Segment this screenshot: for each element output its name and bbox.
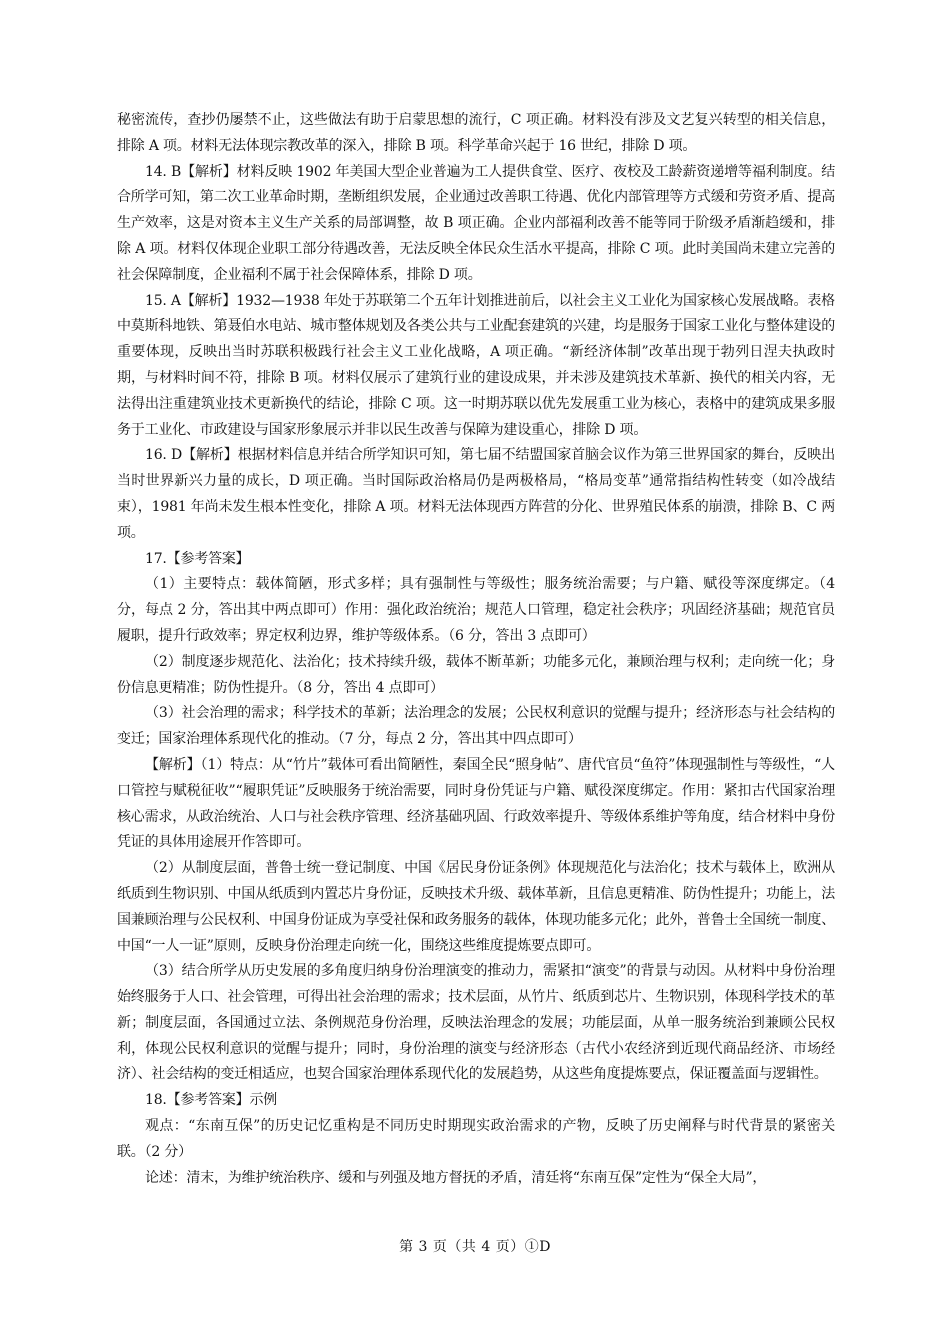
page-footer: 第 3 页（共 4 页）①D [399,1239,551,1255]
paragraph-q18-argument: 论述：清末，为维护统治秩序、缓和与列强及地方督抚的矛盾，清廷将“东南互保”定性为“保全大局”， [145,1169,767,1186]
paragraph-q15: 15. A【解析】1932—1938 年处于苏联第二个五年计划推进前后，以社会主义工业化为国家核心发展战略。表格中莫斯科地铁、第聂伯水电站、城市整体规划及各类公共与工业配套建筑的兴建，均是服务于国家工业化与整体建设的重要体现，反映出当时苏联积极践行社会主义工业化战略，A 项正确。“新经济体制”改革出现于勃列日涅夫执政时期，与材料时间不符，排除 B 项。材料仅展示了建筑行业的建设成果，并未涉及建筑技术革新、换代的相关内容，无法得出注重建筑业技术更新换代的结论，排除 C 项。这一时期苏联以优先发展重工业为核心，表格中的建筑成果多服务于工业化、市政建设与国家形象展示并非以民生改善与保障为建设重心，排除 D 项。 [117,292,835,438]
paragraph-q17-answer-2: （2）制度逐步规范化、法治化；技术持续升级，载体不断革新；功能多元化，兼顾治理与权利；走向统一化；身份信息更精准；防伪性提升。（8 分，答出 4 点即可） [117,653,835,696]
paragraph-q18-heading: 18.【参考答案】示例 [145,1092,278,1109]
paragraph-q17-answer-3: （3）社会治理的需求；科学技术的革新；法治理念的发展；公民权利意识的觉醒与提升；经济形态与社会结构的变迁；国家治理体系现代化的推动。（7 分，每点 2 分，答出其中四点即可） [117,705,835,748]
paragraph-q16: 16. D【解析】根据材料信息并结合所学知识可知，第七届不结盟国家首脑会议作为第三世界国家的舞台，反映出当时世界新兴力量的成长，D 项正确。当时国际政治格局仍是两极格局，“格局变革”通常指结构性转变（如冷战结束），1981 年尚未发生根本性变化，排除 A 项。材料无法体现西方阵营的分化、世界殖民体系的崩溃，排除 B、C 两项。 [117,447,835,541]
paragraph-q17-analysis-2: （2）从制度层面，普鲁士统一登记制度、中国《居民身份证条例》体现规范化与法治化；技术与载体上，欧洲从纸质到生物识别、中国从纸质到内置芯片身份证，反映技术升级、载体革新，且信息更精准、防伪性提升；功能上，法国兼顾治理与公民权利、中国身份证成为享受社保和政务服务的载体，体现功能多元化；此外，普鲁士全国统一制度、中国“一人一证”原则，反映身份治理走向统一化，围绕这些维度提炼要点即可。 [117,860,835,954]
paragraph-q17-heading: 17.【参考答案】 [145,550,250,567]
paragraph-continuation: 秘密流传，查抄仍屡禁不止，这些做法有助于启蒙思想的流行，C 项正确。材料没有涉及文艺复兴转型的相关信息，排除 A 项。材料无法体现宗教改革的深入，排除 B 项。科学革命兴起于 16 世纪，排除 D 项。 [117,112,835,154]
paragraph-q14: 14. B【解析】材料反映 1902 年美国大型企业普遍为工人提供食堂、医疗、夜校及工龄薪资递增等福利制度。结合所学可知，第二次工业革命时期，垄断组织发展，企业通过改善职工待遇、优化内部管理等方式缓和劳资矛盾、提高生产效率，这是对资本主义生产关系的局部调整，故 B 项正确。企业内部福利改善不能等同于阶级矛盾渐趋缓和，排除 A 项。材料仅体现企业职工部分待遇改善，无法反映全体民众生活水平提高，排除 C 项。此时美国尚未建立完善的社会保障制度，企业福利不属于社会保障体系，排除 D 项。 [117,163,835,283]
paragraph-q17-analysis-3: （3）结合所学从历史发展的多角度归纳身份治理演变的推动力，需紧扣“演变”的背景与动因。从材料中身份治理始终服务于人口、社会管理，可得出社会治理的需求；技术层面，从竹片、纸质到芯片、生物识别，体现科学技术的革新；制度层面，各国通过立法、条例规范身份治理，反映法治理念的发展；功能层面，从单一服务统治到兼顾公民权利，体现公民权利意识的觉醒与提升；同时，身份治理的演变与经济形态（古代小农经济到近现代商品经济、市场经济）、社会结构的变迁相适应，也契合国家治理体系现代化的发展趋势，从这些角度提炼要点，保证覆盖面与逻辑性。 [117,963,835,1083]
paragraph-q17-analysis-1: 【解析】（1）特点：从“竹片”载体可看出简陋性，秦国全民“照身帖”、唐代官员“鱼符”体现强制性与等级性，“人口管控与赋税征收”“履职凭证”反映服务于统治需要，同时身份凭证与户籍、赋役深度绑定。作用：紧扣古代国家治理核心需求，从政治统治、人口与社会秩序管理、经济基础巩固、行政效率提升、等级体系维护等角度，结合材料中身份凭证的具体用途展开作答即可。 [117,756,835,851]
paragraph-q17-answer-1: （1）主要特点：载体简陋，形式多样；具有强制性与等级性；服务统治需要；与户籍、赋役等深度绑定。（4 分，每点 2 分，答出其中两点即可）作用：强化政治统治；规范人口管理，稳定社会秩序；巩固经济基础；规范官员履职，提升行政效率；界定权利边界，维护等级体系。（6 分，答出 3 点即可） [117,576,835,644]
paragraph-q18-viewpoint: 观点：“东南互保”的历史记忆重构是不同历史时期现实政治需求的产物，反映了历史阐释与时代背景的紧密关联。（2 分） [117,1118,835,1160]
document-body [117,108,835,1191]
